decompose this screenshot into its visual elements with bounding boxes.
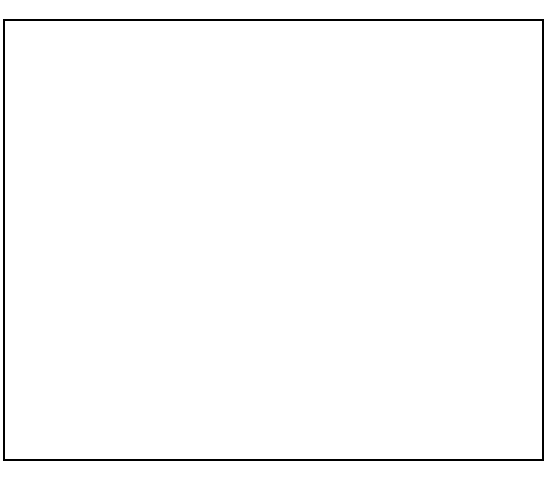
expenditure-table-frame [3, 19, 544, 461]
table-title [2, 0, 548, 18]
